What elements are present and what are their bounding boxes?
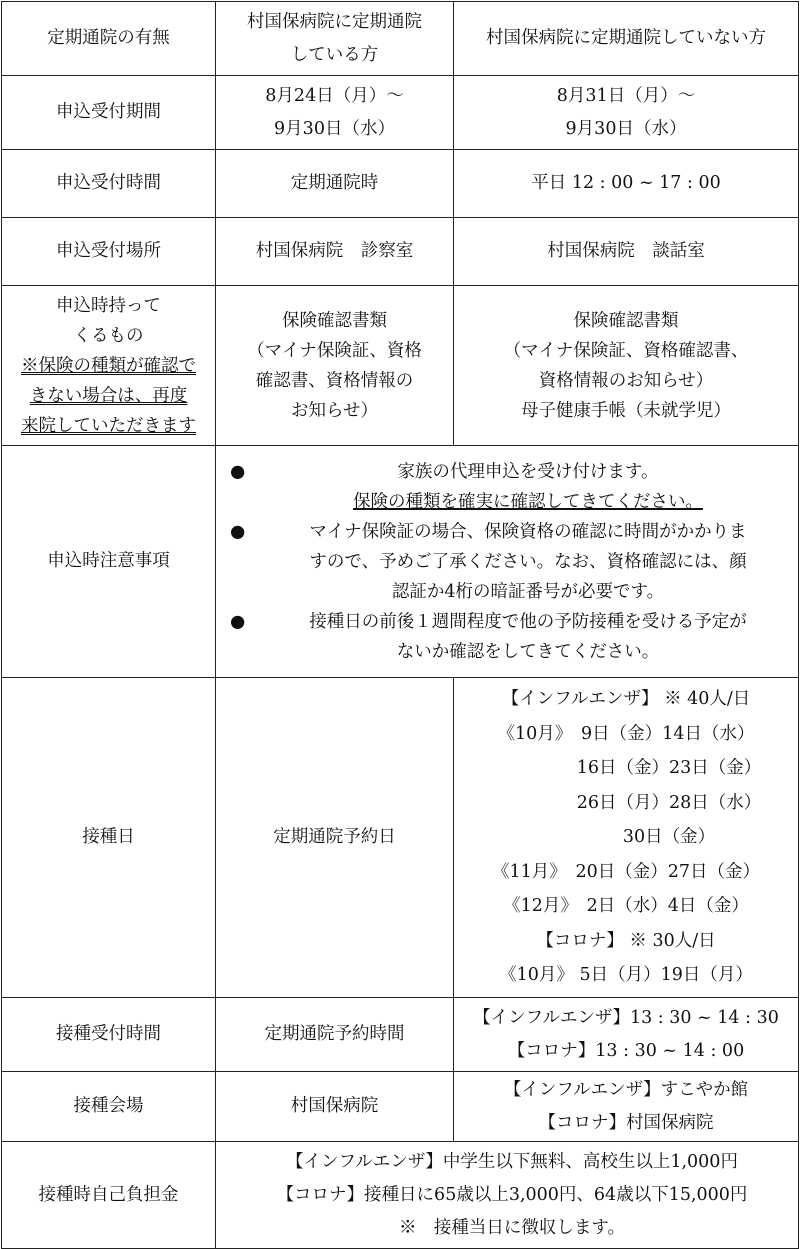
- row-label: 接種時自己負担金: [2, 1142, 216, 1249]
- list-item: ● 家族の代理申込を受け付けます。 保険の種類を確実に確認してきてください。: [224, 457, 790, 517]
- row-label: 申込時持って くるもの ※保険の種類が確認で きない場合は、再度 来院していただきます: [2, 286, 216, 446]
- row-vaccination-hours: [2, 998, 799, 1072]
- header-regular: 村国保病院に定期通院 している方: [216, 2, 454, 76]
- place-nonregular: 村国保病院 談話室: [454, 218, 799, 286]
- days-regular: 定期通院予約日: [216, 678, 454, 998]
- period-nonregular: 8月31日（月）～ 9月30日（水）: [454, 76, 799, 150]
- hours-nonregular: 平日 12 : 00 ~ 17 : 00: [454, 150, 799, 218]
- venue-nonregular: 【インフルエンザ】すこやか館 【コロナ】村国保病院: [454, 1072, 799, 1142]
- row-label: 接種会場: [2, 1072, 216, 1142]
- fee-cell: 【インフルエンザ】中学生以下無料、高校生以上1,000円 【コロナ】接種日に65歳以上3,000円、64歳以下15,000円 ※ 接種当日に徴収します。: [216, 1142, 799, 1249]
- vhours-nonregular: 【インフルエンザ】13 : 30 ~ 14 : 30 【コロナ】13 : 30 ~ 14 : 00: [454, 998, 799, 1072]
- row-label: 申込受付時間: [2, 150, 216, 218]
- insurance-warning: ※保険の種類が確認で: [21, 355, 196, 376]
- row-items-to-bring: [2, 286, 799, 446]
- list-item: ● マイナ保険証の場合、保険資格の確認に時間がかかりま すので、予めご了承ください。なお、資格確認には、顔 認証か4桁の暗証番号が必要です。: [224, 517, 790, 607]
- bring-regular: 保険確認書類 （マイナ保険証、資格 確認書、資格情報の お知らせ）: [216, 286, 454, 446]
- row-label: 申込受付場所: [2, 218, 216, 286]
- row-label: 申込受付期間: [2, 76, 216, 150]
- notes-list: [224, 457, 790, 667]
- period-regular: 8月24日（月）～ 9月30日（水）: [216, 76, 454, 150]
- insurance-warning: 来院していただきます: [21, 415, 196, 436]
- notes-list-cell: [216, 446, 799, 678]
- bullet-icon: ●: [230, 521, 246, 542]
- header-nonregular: 村国保病院に定期通院していない方: [454, 2, 799, 76]
- row-label: 接種日: [2, 678, 216, 998]
- row-label: 申込時注意事項: [2, 446, 216, 678]
- row-self-payment: [2, 1142, 799, 1249]
- row-application-place: [2, 218, 799, 286]
- vhours-regular: 定期通院予約時間: [216, 998, 454, 1072]
- row-vaccination-days: [2, 678, 799, 998]
- days-nonregular: 【インフルエンザ】 ※ 40人/日 《10月》 9日（金）14日（水） 16日（金）23日（金） 26日（月）28日（水） 30日（金） 《11月》 20日（金）27日（金） 《12月》 2日（水）4日（金） 【コロナ】 ※ 30人/日 《10月》 5日（月）19日（月）: [454, 678, 799, 998]
- row-vaccination-venue: [2, 1072, 799, 1142]
- list-item: ● 接種日の前後１週間程度で他の予防接種を受ける予定が ないか確認をしてきてください。: [224, 607, 790, 667]
- underlined-note: 保険の種類を確実に確認してきてください。: [353, 491, 703, 512]
- bullet-icon: ●: [230, 611, 246, 632]
- row-label: 接種受付時間: [2, 998, 216, 1072]
- bring-nonregular: 保険確認書類 （マイナ保険証、資格確認書、 資格情報のお知らせ） 母子健康手帳（未就学児）: [454, 286, 799, 446]
- venue-regular: 村国保病院: [216, 1072, 454, 1142]
- bullet-icon: ●: [230, 461, 246, 482]
- vaccination-schedule-table: [1, 1, 799, 1249]
- row-application-hours: [2, 150, 799, 218]
- row-application-notes: [2, 446, 799, 678]
- row-application-period: [2, 76, 799, 150]
- header-label: 定期通院の有無: [2, 2, 216, 76]
- place-regular: 村国保病院 診察室: [216, 218, 454, 286]
- header-row: [2, 2, 799, 76]
- hours-regular: 定期通院時: [216, 150, 454, 218]
- insurance-warning: きない場合は、再度: [29, 385, 188, 406]
